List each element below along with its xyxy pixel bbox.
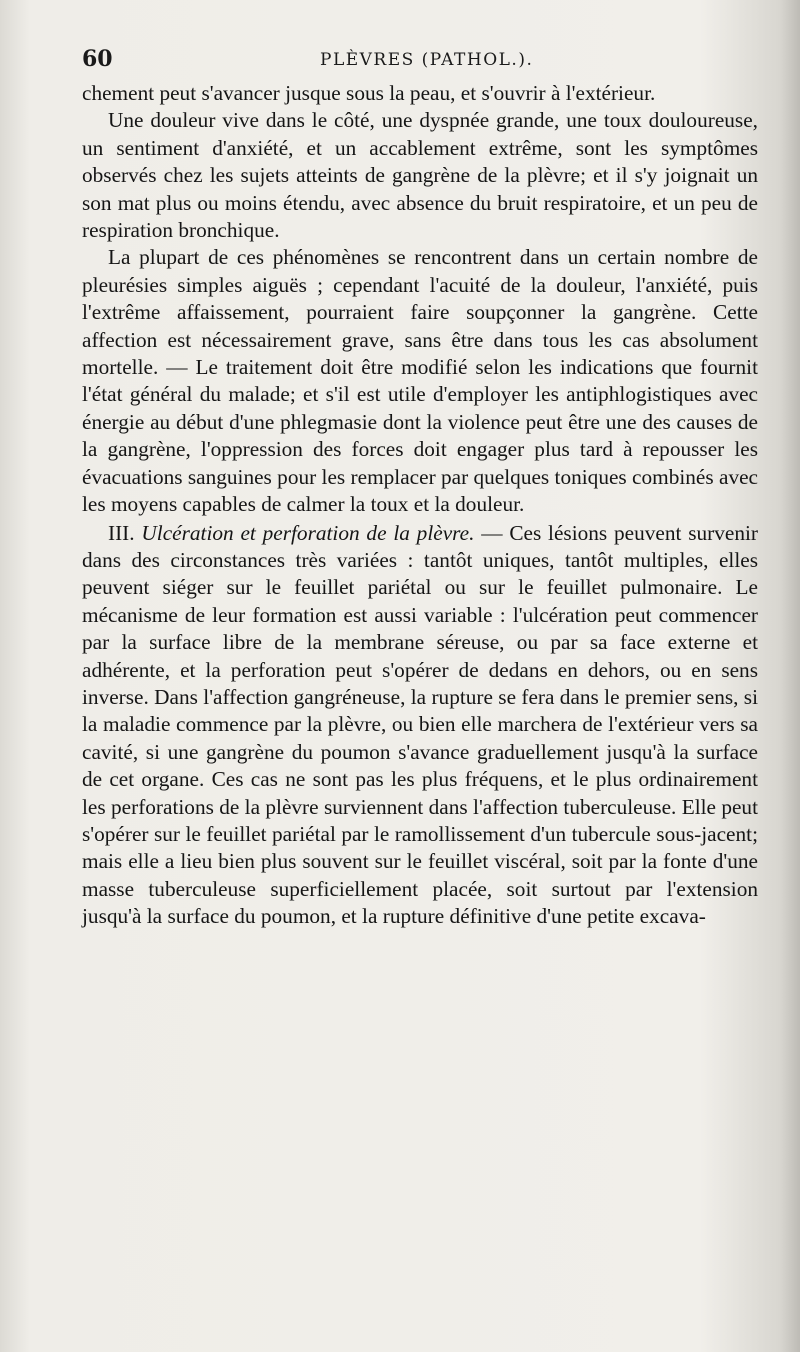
- running-head: PLÈVRES (PATHOL.).: [320, 50, 534, 70]
- page-number: 60: [82, 46, 113, 72]
- paragraph-4: [82, 520, 758, 931]
- body-text: [82, 80, 758, 931]
- section-number: III.: [108, 520, 135, 545]
- section-title: Ulcération et perforation de la plèvre.: [141, 520, 475, 545]
- page-header: [82, 46, 758, 74]
- paragraph-2: Une douleur vive dans le côté, une dyspnée grande, une toux douloureuse, un sentiment d'anxiété, et un accablement extrême, sont les symptômes observés chez les sujets atteints de gangrène de la plèvre; et il s'y joignait un son mat plus ou moins étendu, avec absence du bruit respiratoire, et un peu de respiration bronchique.: [82, 108, 758, 243]
- paragraph-3: La plupart de ces phénomènes se rencontrent dans un certain nombre de pleurésies simples aiguës ; cependant l'acuité de la douleur, l'anxiété, puis l'extrême affaissement, pourraient faire soupçonner la gangrène. Cette affection est nécessairement grave, sans être dans tous les cas absolument mortelle. — Le traitement doit être modifié selon les indications que fournit l'état général du malade; et s'il est utile d'employer les antiphlogistiques avec énergie au début d'une phlegmasie dont la violence peut être une des causes de la gangrène, l'oppression des forces doit engager plus tard à repousser les évacuations sanguines pour les remplacer par quelques toniques combinés avec les moyens capables de calmer la toux et la douleur.: [82, 245, 758, 517]
- paragraph-1: chement peut s'avancer jusque sous la peau, et s'ouvrir à l'extérieur.: [82, 81, 656, 105]
- section-text: — Ces lésions peuvent survenir dans des circonstances très variées : tantôt uniques, tantôt multiples, elles peuvent siéger sur le feuillet pariétal ou sur le feuillet pulmonaire. Le mécanisme de leur formation est aussi variable : l'ulcération peut commencer par la surface libre de la membrane séreuse, ou par sa face externe et adhérente, et la perforation peut s'opérer de dedans en dehors, ou en sens inverse. Dans l'affection gangréneuse, la rupture se fera dans le premier sens, si la maladie commence par la plèvre, ou bien elle marchera de l'extérieur vers sa cavité, si une gangrène du poumon s'avance graduellement jusqu'à la surface de cet organe. Ces cas ne sont pas les plus fréquens, et le plus ordinairement les perforations de la plèvre surviennent dans l'affection tuberculeuse. Elle peut s'opérer sur le feuillet pariétal par le ramollissement d'un tubercule sous-jacent; mais elle a lieu bien plus souvent sur le feuillet viscéral, soit par la fonte d'une masse tuberculeuse superficiellement placée, soit surtout par l'extension jusqu'à la surface du poumon, et la rupture définitive d'une petite excava-: [82, 520, 758, 929]
